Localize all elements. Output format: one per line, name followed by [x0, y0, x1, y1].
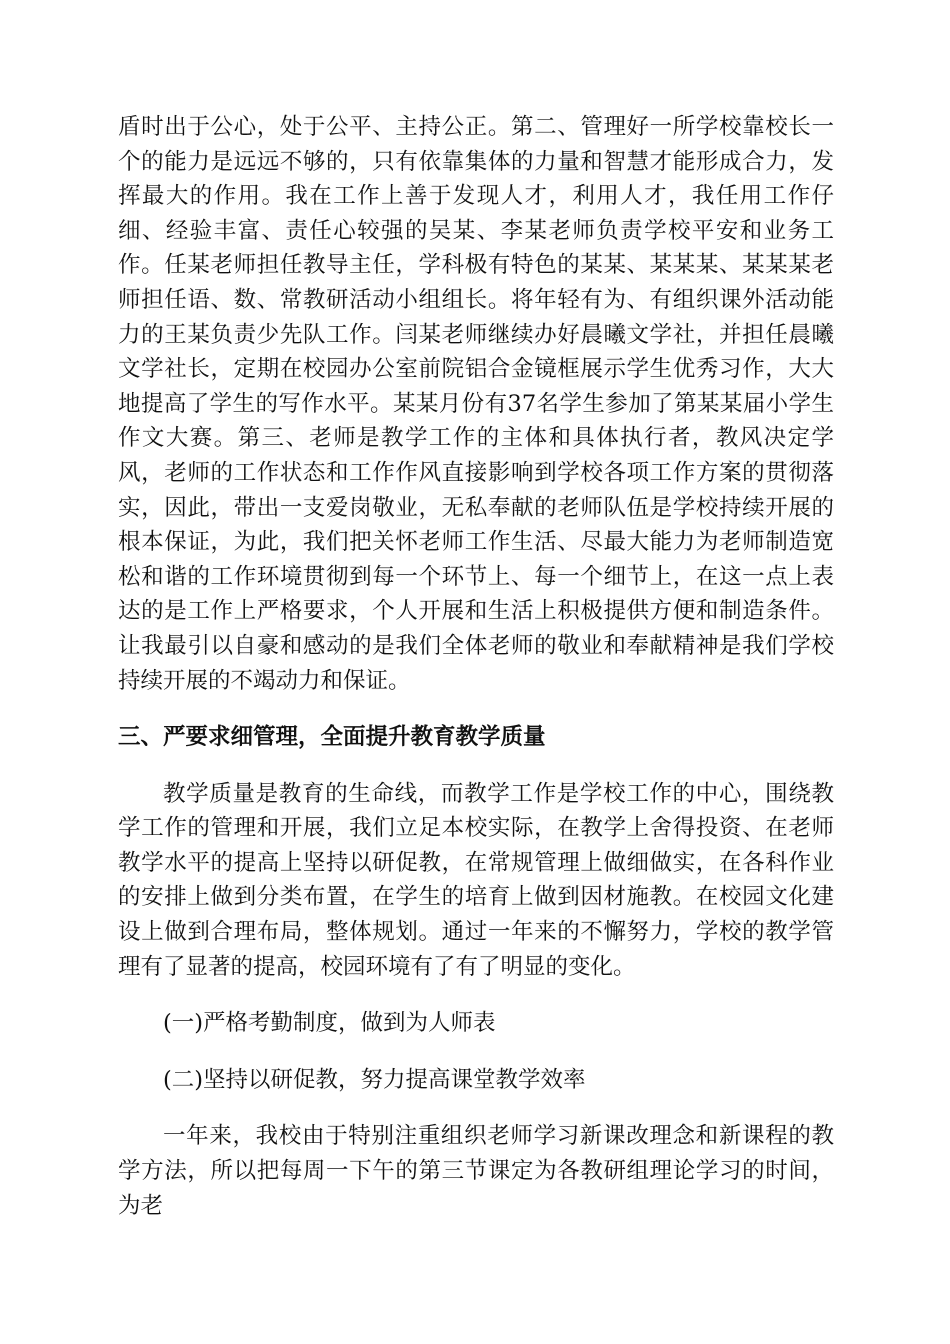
subheading-1: (一)严格考勤制度，做到为人师表 — [163, 1010, 496, 1037]
body-paragraph-3: 一年来，我校由于特别注重组织老师学习新课改理念和新课程的教学方法，所以把每周一下午的第三节课定为各教研组理论学习的时间，为老 — [118, 1123, 834, 1219]
document-page — [118, 110, 834, 1223]
subheading-2: (二)坚持以研促教，努力提高课堂教学效率 — [163, 1066, 586, 1093]
body-paragraph-1: 盾时出于公心，处于公平、主持公正。第二、管理好一所学校靠校长一个的能力是远远不够的，只有依靠集体的力量和智慧才能形成合力，发挥最大的作用。我在工作上善于发现人才，利用人才，我任用工作仔细、经验丰富、责任心较强的吴某、李某老师负责学校平安和业务工作。任某老师担任教导主任，学科极有特色的某某、某某某、某某某老师担任语、数、常教研活动小组组长。将年轻有为、有组织课外活动能力的王某负责少先队工作。闫某老师继续办好晨曦文学社，并担任晨曦文学社长，定期在校园办公室前院铝合金镜框展示学生优秀习作，大大地提高了学生的写作水平。某某月份有37名学生参加了第某某届小学生作文大赛。第三、老师是教学工作的主体和具体执行者，教风决定学风，老师的工作状态和工作作风直接影响到学校各项工作方案的贯彻落实，因此，带出一支爱岗敬业，无私奉献的老师队伍是学校持续开展的根本保证，为此，我们把关怀老师工作生活、尽最大能力为老师制造宽松和谐的工作环境贯彻到每一个环节上、每一个细节上，在这一点上表达的是工作上严格要求，个人开展和生活上积极提供方便和制造条件。让我最引以自豪和感动的是我们全体老师的敬业和奉献精神是我们学校持续开展的不竭动力和保证。 — [118, 114, 834, 694]
body-paragraph-2: 教学质量是教育的生命线，而教学工作是学校工作的中心，围绕教学工作的管理和开展，我们立足本校实际，在教学上舍得投资、在老师教学水平的提高上坚持以研促教，在常规管理上做细做实，在各科作业的安排上做到分类布置，在学生的培育上做到因材施教。在校园文化建设上做到合理布局，整体规划。通过一年来的不懈努力，学校的教学管理有了显著的提高，校园环境有了有了明显的变化。 — [118, 780, 834, 980]
section-heading-3: 三、严要求细管理，全面提升教育教学质量 — [118, 724, 546, 751]
